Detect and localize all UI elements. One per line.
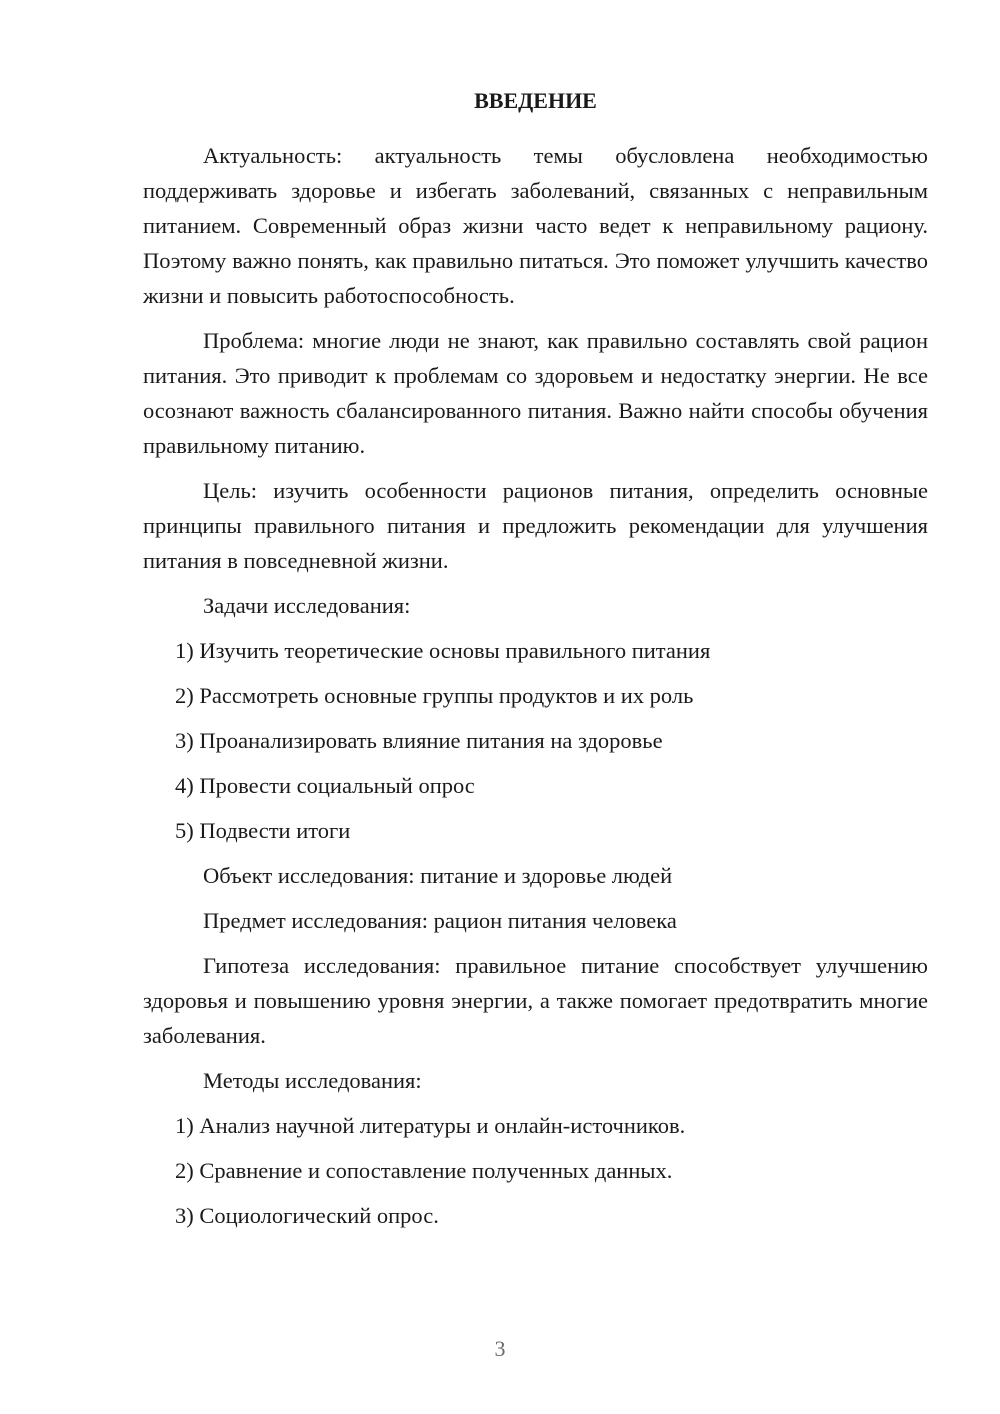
goal-paragraph: Цель: изучить особенности рационов питания, определить основные принципы правильного питания и предложить рекомендации для улучшения питания в повседневной жизни. [143, 478, 928, 573]
task-item: 5) Подвести итоги [175, 818, 351, 843]
methods-title: Методы исследования: [203, 1068, 422, 1093]
relevance-paragraph: Актуальность: актуальность темы обусловлена необходимостью поддерживать здоровье и избегать заболеваний, связанных с неправильным питанием. Современный образ жизни часто ведет к неправильному рациону. Поэтому важно понять, как правильно питаться. Это поможет улучшить качество жизни и повысить работоспособность. [143, 143, 928, 308]
page-heading: ВВЕДЕНИЕ [474, 88, 597, 113]
method-item: 1) Анализ научной литературы и онлайн-источников. [175, 1113, 686, 1138]
method-item: 2) Сравнение и сопоставление полученных данных. [175, 1158, 673, 1183]
page-number: 3 [494, 1336, 506, 1361]
task-item: 1) Изучить теоретические основы правильного питания [175, 638, 711, 663]
method-item: 3) Социологический опрос. [175, 1203, 439, 1228]
tasks-title: Задачи исследования: [203, 593, 411, 618]
problem-paragraph: Проблема: многие люди не знают, как правильно составлять свой рацион питания. Это приводит к проблемам со здоровьем и недостатку энергии. Не все осознают важность сбалансированного питания. Важно найти способы обучения правильному питанию. [143, 328, 928, 458]
research-subject: Предмет исследования: рацион питания человека [203, 908, 677, 933]
hypothesis-paragraph: Гипотеза исследования: правильное питание способствует улучшению здоровья и повышению уровня энергии, а также помогает предотвратить многие заболевания. [143, 953, 928, 1048]
methods-list [143, 1108, 928, 1233]
task-item: 4) Провести социальный опрос [175, 773, 475, 798]
task-item: 2) Рассмотреть основные группы продуктов и их роль [175, 683, 694, 708]
task-item: 3) Проанализировать влияние питания на здоровье [175, 728, 663, 753]
tasks-list [143, 633, 928, 848]
document-page [143, 90, 928, 1243]
research-object: Объект исследования: питание и здоровье людей [203, 863, 673, 888]
